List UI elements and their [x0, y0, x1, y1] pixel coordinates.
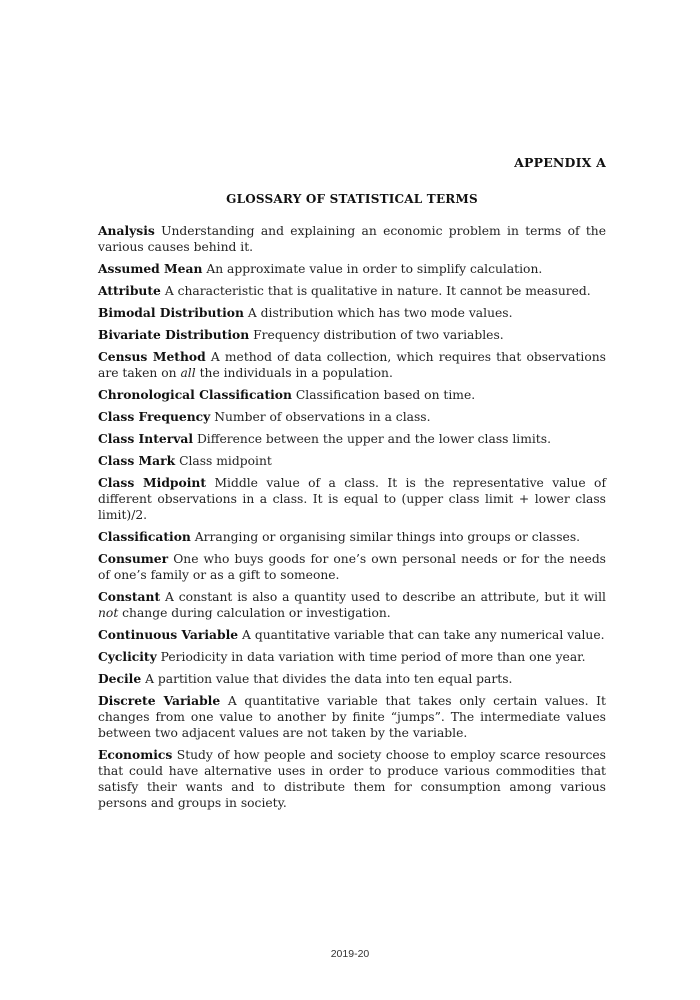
- glossary-definition: A partition value that divides the data into ten equal parts.: [145, 672, 513, 686]
- glossary-entry: [98, 223, 606, 255]
- glossary-definition: Periodicity in data variation with time period of more than one year.: [160, 650, 586, 664]
- glossary-term: Analysis: [98, 223, 155, 238]
- glossary-definition: the individuals in a population.: [195, 366, 393, 380]
- glossary-entry: [98, 627, 606, 643]
- glossary-term: Attribute: [98, 283, 161, 298]
- glossary-entry: [98, 693, 606, 741]
- glossary-term: Constant: [98, 589, 161, 604]
- glossary-term: Consumer: [98, 551, 169, 566]
- glossary-term: Bivariate Distribution: [98, 327, 250, 342]
- glossary-entry: [98, 431, 606, 447]
- glossary-entry: [98, 747, 606, 811]
- glossary-entry: [98, 529, 606, 545]
- glossary-term: Discrete Variable: [98, 693, 221, 708]
- glossary-definition: change during calculation or investigation.: [118, 606, 391, 620]
- glossary-list: [98, 223, 606, 817]
- glossary-definition: Difference between the upper and the lower class limits.: [196, 432, 551, 446]
- glossary-term: Class Interval: [98, 431, 194, 446]
- glossary-entry: [98, 671, 606, 687]
- glossary-definition: Understanding and explaining an economic problem in terms of the various causes behind it.: [98, 224, 606, 254]
- glossary-definition: Arranging or organising similar things into groups or classes.: [194, 530, 581, 544]
- glossary-definition: A distribution which has two mode values.: [247, 306, 513, 320]
- glossary-definition: Class midpoint: [179, 454, 272, 468]
- glossary-definition: A method of data collection, which requires that observations are taken on: [98, 350, 606, 380]
- glossary-term: Chronological Classification: [98, 387, 292, 402]
- glossary-term: Class Mark: [98, 453, 176, 468]
- glossary-definition: Number of observations in a class.: [214, 410, 431, 424]
- glossary-term: Economics: [98, 747, 173, 762]
- glossary-entry: [98, 475, 606, 523]
- glossary-term: Census Method: [98, 349, 206, 364]
- glossary-definition: Classification based on time.: [295, 388, 476, 402]
- glossary-definition: Middle value of a class. It is the representative value of different observations in a class. It is equal to (upper class limit + lower class limit)/2.: [98, 476, 606, 522]
- glossary-entry: [98, 409, 606, 425]
- glossary-definition: Study of how people and society choose to employ scarce resources that could have alternative uses in order to produce various commodities that satisfy their wants and to distribute them for consumption among various persons and groups in society.: [98, 748, 606, 810]
- glossary-definition: A quantitative variable that takes only certain values. It changes from one value to another by finite “jumps”. The intermediate values between two adjacent values are not taken by the variable.: [98, 694, 606, 740]
- glossary-definition: An approximate value in order to simplify calculation.: [206, 262, 543, 276]
- glossary-entry: [98, 453, 606, 469]
- glossary-entry: [98, 261, 606, 277]
- glossary-entry: [98, 349, 606, 381]
- glossary-term: Classification: [98, 529, 191, 544]
- glossary-term: Decile: [98, 671, 142, 686]
- glossary-term: Assumed Mean: [98, 261, 203, 276]
- glossary-entry: [98, 305, 606, 321]
- glossary-term: Class Frequency: [98, 409, 211, 424]
- glossary-entry: [98, 649, 606, 665]
- glossary-emphasis: all: [180, 366, 196, 380]
- glossary-entry: [98, 387, 606, 403]
- glossary-entry: [98, 589, 606, 621]
- glossary-definition: A characteristic that is qualitative in nature. It cannot be measured.: [164, 284, 591, 298]
- glossary-definition: A quantitative variable that can take any numerical value.: [242, 628, 605, 642]
- glossary-term: Cyclicity: [98, 649, 157, 664]
- glossary-entry: [98, 327, 606, 343]
- glossary-term: Continuous Variable: [98, 627, 239, 642]
- glossary-entry: [98, 551, 606, 583]
- glossary-term: Class Midpoint: [98, 475, 207, 490]
- page-footer-year: 2019-20: [330, 948, 370, 960]
- appendix-label: APPENDIX A: [514, 155, 606, 170]
- glossary-definition: A constant is also a quantity used to describe an attribute, but it will: [164, 590, 606, 604]
- glossary-definition: Frequency distribution of two variables.: [253, 328, 504, 342]
- glossary-emphasis: not: [98, 606, 119, 620]
- glossary-term: Bimodal Distribution: [98, 305, 244, 320]
- glossary-definition: One who buys goods for one’s own personal needs or for the needs of one’s family or as a gift to someone.: [98, 552, 606, 582]
- page-title: GLOSSARY OF STATISTICAL TERMS: [226, 192, 478, 206]
- glossary-entry: [98, 283, 606, 299]
